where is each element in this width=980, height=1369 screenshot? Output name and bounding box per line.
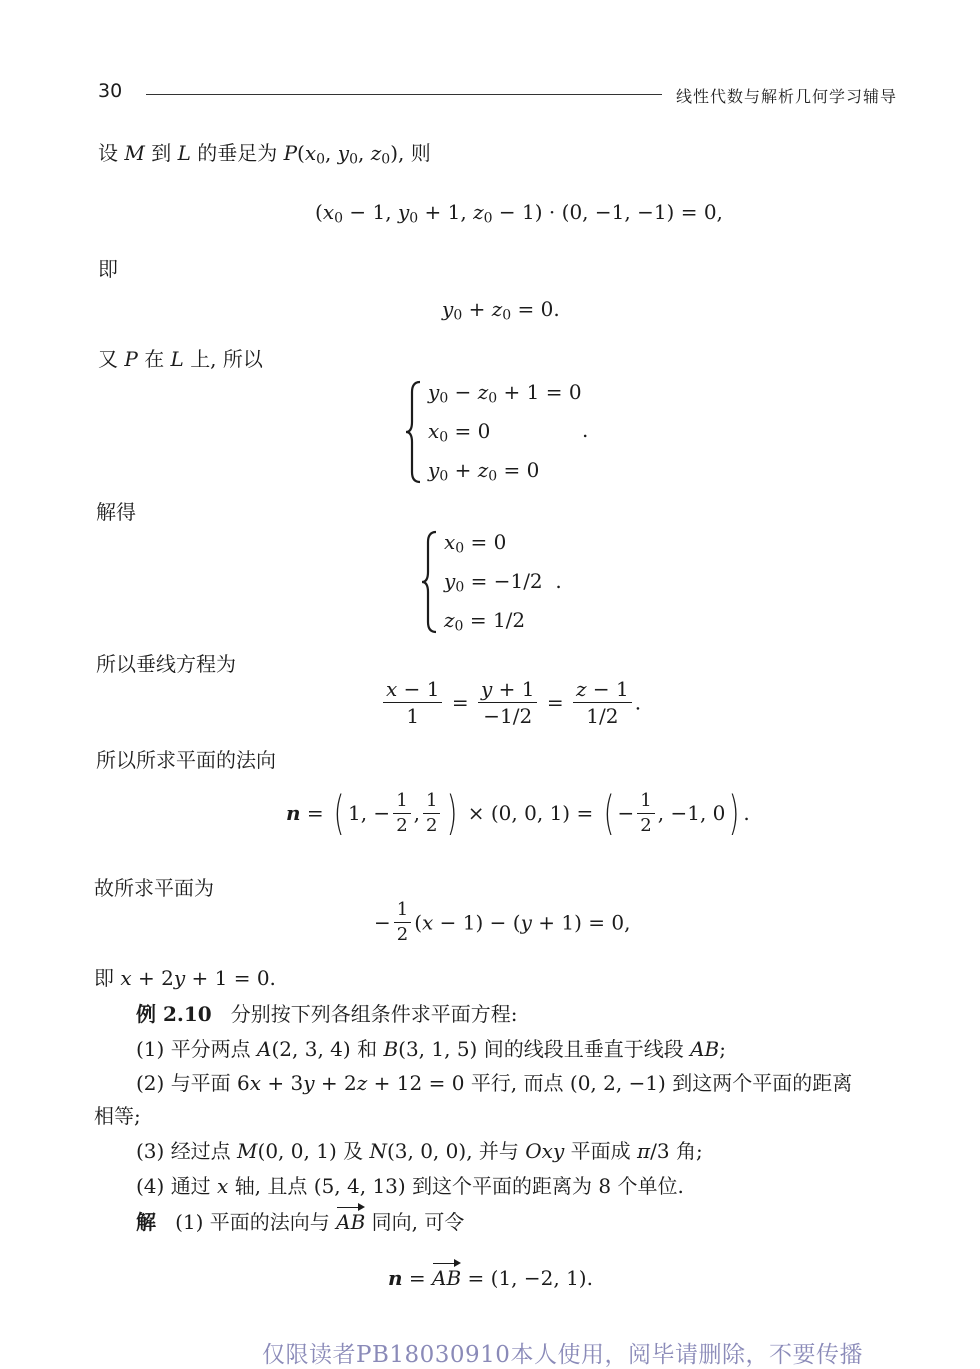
solution-line: 解 (1) 平面的法向与 AB 同向, 可令 (136, 1210, 465, 1234)
header-rule (146, 94, 662, 95)
text-line-plane: 故所求平面为 (94, 876, 214, 900)
example-item-2-continued: 相等; (94, 1104, 141, 1128)
system-1-period: . (582, 418, 589, 442)
running-head: 线性代数与解析几何学习辅导 (676, 87, 898, 106)
equation-system-2: $x_0 = 0$ $y_0 = -1/2$ . $z_0 = 1/2$ (420, 530, 562, 634)
equation-system-1: $y_0 - z_0 + 1 = 0$ $x_0 = 0$ $y_0 + z_0 = 0$ (404, 380, 582, 484)
text-line-plane-result: 即 x + 2y + 1 = 0. (94, 966, 276, 990)
equation-plane-1: − $\frac{1}{2}$ (x − 1) − (y + 1) = 0, (374, 899, 631, 945)
example-heading: 例 2.10 分别按下列各组条件求平面方程: (136, 1002, 518, 1026)
text-line-perpendicular-eq: 所以垂线方程为 (96, 652, 236, 676)
equation-normal-cross-product: n = ( 1, − $\frac{1}{2}$ , $\frac{1}{2}$ ) × (0, 0, 1) = ( − $\frac{1}{2}$ , −1, 0) . (286, 786, 750, 840)
text-line-ie: 即 (98, 257, 118, 281)
example-item-4: (4) 通过 x 轴, 且点 (5, 4, 13) 到这个平面的距离为 8 个单位. (136, 1174, 684, 1198)
example-item-3: (3) 经过点 M(0, 0, 1) 及 N(3, 0, 0), 并与 Oxy 平面成 π/3 角; (136, 1139, 703, 1163)
left-brace-icon (420, 530, 440, 634)
text-line-normal: 所以所求平面的法向 (96, 748, 276, 772)
text-line-foot-of-perpendicular: 设 M 到 L 的垂足为 $P(x_0$, $y_0$, $z_0$), 则 (98, 141, 431, 168)
equation-y0-plus-z0: $y_0 + z_0 = 0$. (442, 297, 560, 324)
example-item-2: (2) 与平面 6x + 3y + 2z + 12 = 0 平行, 而点 (0, 2, −1) 到这两个平面的距离 (136, 1071, 853, 1095)
watermark-notice: 仅限读者PB18030910本人使用，阅毕请删除，不要传播 (262, 1342, 863, 1368)
solution-label: 解 (136, 1210, 156, 1234)
equation-perpendicular-line: $\frac{x - 1}{1}$ = $\frac{y + 1}{-1/2}$ = $\frac{z - 1}{1/2}$ . (380, 678, 641, 727)
left-brace-icon (404, 380, 424, 484)
page-number: 30 (98, 80, 123, 102)
text-line-p-on-l: 又 P 在 L 上, 所以 (98, 347, 263, 371)
equation-dot-product: ($x_0 - 1$, $y_0 + 1$, $z_0 - 1) \cdot (0$, −1, −1) = 0, (315, 200, 723, 227)
example-item-1: (1) 平分两点 A(2, 3, 4) 和 B(3, 1, 5) 间的线段且垂直于线段 AB; (136, 1037, 726, 1061)
equation-normal-ab: n = AB = (1, −2, 1). (388, 1266, 593, 1290)
text-line-solve: 解得 (96, 500, 136, 524)
example-label: 例 2.10 (136, 1002, 212, 1026)
